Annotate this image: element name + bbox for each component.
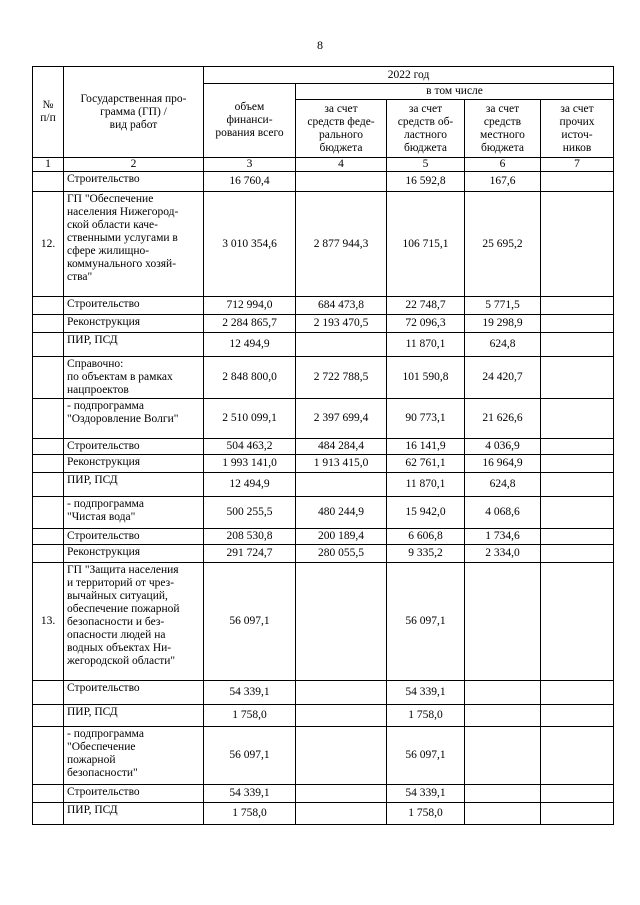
local-amount-cell [465, 192, 541, 297]
regional-amount-cell-text: 1 758,0 [408, 709, 443, 721]
work-type-cell [64, 455, 204, 473]
work-type-cell-text: Строительство [67, 440, 140, 452]
total-amount-cell [204, 357, 296, 399]
other-amount-cell [541, 315, 614, 333]
table-row [33, 192, 614, 297]
other-amount-cell [541, 681, 614, 705]
total-amount-cell-text: 500 255,5 [226, 506, 273, 518]
row-number-cell [33, 563, 64, 681]
regional-amount-cell-text: 54 339,1 [405, 787, 446, 799]
total-amount-cell [204, 473, 296, 497]
work-type-cell-text: ПИР, ПСД [67, 804, 118, 816]
total-amount-cell [204, 192, 296, 297]
regional-amount-cell [387, 563, 465, 681]
local-amount-cell [465, 497, 541, 529]
work-type-cell [64, 439, 204, 455]
total-amount-cell [204, 497, 296, 529]
total-amount-cell [204, 785, 296, 803]
total-amount-cell-text: 12 494,9 [229, 338, 270, 350]
other-amount-cell [541, 529, 614, 545]
header-year: 2022 год [204, 67, 614, 84]
local-amount-cell-text: 624,8 [489, 338, 516, 350]
federal-amount-cell [296, 315, 387, 333]
regional-amount-cell-text: 1 758,0 [408, 807, 443, 819]
total-amount-cell [204, 545, 296, 563]
federal-amount-cell-text: 2 193 470,5 [313, 317, 369, 329]
table-row [33, 529, 614, 545]
other-amount-cell [541, 563, 614, 681]
local-amount-cell-text: 25 695,2 [482, 237, 523, 250]
regional-amount-cell [387, 333, 465, 357]
local-amount-cell [465, 172, 541, 192]
local-amount-cell [465, 529, 541, 545]
total-amount-cell-text: 16 760,4 [229, 175, 270, 187]
other-amount-cell [541, 439, 614, 455]
table-row [33, 497, 614, 529]
table-row [33, 473, 614, 497]
other-amount-cell [541, 705, 614, 727]
row-number-cell [33, 785, 64, 803]
work-type-cell-text: Строительство [67, 682, 140, 694]
table-row [33, 455, 614, 473]
federal-amount-cell-text: 1 913 415,0 [313, 457, 369, 469]
work-type-cell [64, 681, 204, 705]
federal-amount-cell [296, 563, 387, 681]
local-amount-cell-text: 16 964,9 [482, 457, 523, 469]
work-type-cell [64, 192, 204, 297]
local-amount-cell [465, 399, 541, 439]
table-row [33, 727, 614, 785]
column-number: 7 [541, 158, 614, 172]
total-amount-cell [204, 705, 296, 727]
work-type-cell-text: Строительство [67, 298, 140, 310]
table-row [33, 785, 614, 803]
regional-amount-cell-text: 6 606,8 [408, 530, 443, 542]
table-row [33, 297, 614, 315]
table-row [33, 705, 614, 727]
local-amount-cell [465, 785, 541, 803]
total-amount-cell-text: 12 494,9 [229, 478, 270, 490]
total-amount-cell-text: 1 758,0 [232, 709, 267, 721]
table-row [33, 803, 614, 825]
total-amount-cell-text: 56 097,1 [229, 615, 270, 627]
local-amount-cell-text: 2 334,0 [485, 547, 520, 559]
row-number-cell [33, 681, 64, 705]
work-type-cell [64, 803, 204, 825]
regional-amount-cell [387, 497, 465, 529]
work-type-cell [64, 563, 204, 681]
row-number-cell [33, 297, 64, 315]
header-total: объем финанси- рования всего [204, 84, 296, 158]
regional-amount-cell-text: 11 870,1 [405, 478, 446, 490]
work-type-cell [64, 785, 204, 803]
local-amount-cell-text: 1 734,6 [485, 530, 520, 542]
total-amount-cell-text: 54 339,1 [229, 787, 270, 799]
header-federal: за счет средств феде- рального бюджета [296, 100, 387, 158]
federal-amount-cell [296, 399, 387, 439]
total-amount-cell [204, 315, 296, 333]
regional-amount-cell-text: 62 761,1 [405, 457, 446, 469]
work-type-cell [64, 473, 204, 497]
regional-amount-cell [387, 439, 465, 455]
work-type-cell-text: Строительство [67, 173, 140, 185]
federal-amount-cell-text: 2 722 788,5 [313, 371, 369, 383]
header-regional: за счет средств об- ластного бюджета [387, 100, 465, 158]
regional-amount-cell [387, 803, 465, 825]
column-numbers-row [33, 158, 614, 172]
work-type-cell [64, 357, 204, 399]
total-amount-cell [204, 455, 296, 473]
work-type-cell-text: Справочно: по объектам в рамках нацпроектов [67, 358, 173, 396]
other-amount-cell [541, 455, 614, 473]
total-amount-cell-text: 2 510 099,1 [222, 412, 277, 424]
total-amount-cell [204, 803, 296, 825]
table-row [33, 172, 614, 192]
header-row-number: № п/п [33, 67, 64, 158]
column-number: 4 [296, 158, 387, 172]
other-amount-cell [541, 497, 614, 529]
federal-amount-cell [296, 681, 387, 705]
total-amount-cell-text: 56 097,1 [229, 749, 270, 761]
local-amount-cell-text: 4 068,6 [485, 506, 520, 518]
federal-amount-cell-text: 684 473,8 [318, 299, 364, 311]
table-row [33, 315, 614, 333]
regional-amount-cell-text: 9 335,2 [408, 547, 443, 559]
regional-amount-cell [387, 357, 465, 399]
row-number-cell [33, 803, 64, 825]
work-type-cell-text: ГП "Обеспечение населения Нижегород- ской области каче- ственными услугами в сфере жилищно- коммунального хозяй- ства" [67, 193, 179, 283]
row-number-cell [33, 705, 64, 727]
federal-amount-cell [296, 172, 387, 192]
total-amount-cell-text: 1 993 141,0 [222, 457, 277, 469]
total-amount-cell-text: 2 284 865,7 [222, 317, 277, 329]
federal-amount-cell [296, 727, 387, 785]
total-amount-cell [204, 681, 296, 705]
work-type-cell-text: Реконструкция [67, 316, 141, 328]
column-number: 2 [64, 158, 204, 172]
regional-amount-cell [387, 399, 465, 439]
other-amount-cell [541, 172, 614, 192]
work-type-cell [64, 705, 204, 727]
column-number: 1 [33, 158, 64, 172]
federal-amount-cell [296, 439, 387, 455]
regional-amount-cell-text: 56 097,1 [405, 615, 446, 627]
local-amount-cell [465, 803, 541, 825]
total-amount-cell-text: 2 848 800,0 [222, 371, 277, 383]
other-amount-cell [541, 297, 614, 315]
row-number-cell [33, 497, 64, 529]
local-amount-cell-text: 4 036,9 [485, 440, 520, 452]
work-type-cell-text: ПИР, ПСД [67, 706, 118, 718]
local-amount-cell [465, 545, 541, 563]
local-amount-cell [465, 473, 541, 497]
regional-amount-cell [387, 529, 465, 545]
total-amount-cell-text: 1 758,0 [232, 807, 267, 819]
column-number: 5 [387, 158, 465, 172]
regional-amount-cell-text: 22 748,7 [405, 299, 446, 311]
total-amount-cell [204, 172, 296, 192]
column-number: 3 [204, 158, 296, 172]
work-type-cell [64, 333, 204, 357]
row-number-cell-text: 13. [40, 615, 56, 627]
work-type-cell [64, 172, 204, 192]
federal-amount-cell [296, 473, 387, 497]
total-amount-cell-text: 3 010 354,6 [222, 237, 277, 250]
total-amount-cell [204, 529, 296, 545]
local-amount-cell-text: 167,6 [489, 175, 516, 187]
work-type-cell-text: Реконструкция [67, 546, 141, 558]
regional-amount-cell-text: 16 141,9 [405, 440, 446, 452]
federal-amount-cell-text: 2 877 944,3 [313, 237, 369, 250]
federal-amount-cell [296, 192, 387, 297]
federal-amount-cell [296, 333, 387, 357]
other-amount-cell [541, 803, 614, 825]
regional-amount-cell-text: 16 592,8 [405, 175, 446, 187]
header-other: за счет прочих источ- ников [541, 100, 614, 158]
local-amount-cell-text: 21 626,6 [482, 412, 523, 424]
regional-amount-cell-text: 101 590,8 [402, 371, 449, 383]
regional-amount-cell [387, 705, 465, 727]
local-amount-cell-text: 19 298,9 [482, 317, 523, 329]
regional-amount-cell-text: 11 870,1 [405, 338, 446, 350]
work-type-cell-text: Строительство [67, 530, 140, 542]
regional-amount-cell [387, 473, 465, 497]
row-number-cell [33, 315, 64, 333]
regional-amount-cell-text: 54 339,1 [405, 686, 446, 698]
row-number-cell [33, 333, 64, 357]
federal-amount-cell [296, 455, 387, 473]
row-number-cell [33, 529, 64, 545]
table-row [33, 399, 614, 439]
local-amount-cell [465, 455, 541, 473]
row-number-cell [33, 192, 64, 297]
regional-amount-cell [387, 297, 465, 315]
work-type-cell [64, 727, 204, 785]
total-amount-cell [204, 727, 296, 785]
regional-amount-cell [387, 727, 465, 785]
local-amount-cell [465, 297, 541, 315]
table-row [33, 563, 614, 681]
page-number: 8 [317, 38, 323, 52]
federal-amount-cell-text: 2 397 699,4 [313, 412, 369, 424]
table-body [33, 172, 614, 825]
work-type-cell-text: ПИР, ПСД [67, 334, 118, 346]
federal-amount-cell [296, 785, 387, 803]
work-type-cell-text: Реконструкция [67, 456, 141, 468]
work-type-cell-text: ПИР, ПСД [67, 474, 118, 486]
regional-amount-cell-text: 15 942,0 [405, 506, 446, 518]
work-type-cell-text: Строительство [67, 786, 140, 798]
work-type-cell [64, 529, 204, 545]
work-type-cell-text: - подпрограмма "Обеспечение пожарной безопасности" [67, 728, 144, 779]
local-amount-cell [465, 681, 541, 705]
other-amount-cell [541, 399, 614, 439]
header-local: за счет средств местного бюджета [465, 100, 541, 158]
work-type-cell-text: - подпрограмма "Оздоровление Волги" [67, 400, 179, 425]
regional-amount-cell [387, 315, 465, 333]
local-amount-cell-text: 24 420,7 [482, 371, 523, 383]
local-amount-cell [465, 563, 541, 681]
federal-amount-cell [296, 497, 387, 529]
total-amount-cell-text: 504 463,2 [226, 440, 273, 452]
other-amount-cell [541, 357, 614, 399]
other-amount-cell [541, 785, 614, 803]
total-amount-cell [204, 333, 296, 357]
federal-amount-cell [296, 529, 387, 545]
table-row [33, 333, 614, 357]
federal-amount-cell [296, 545, 387, 563]
total-amount-cell-text: 291 724,7 [226, 547, 273, 559]
table-row [33, 681, 614, 705]
other-amount-cell [541, 473, 614, 497]
regional-amount-cell [387, 681, 465, 705]
other-amount-cell [541, 333, 614, 357]
regional-amount-cell [387, 172, 465, 192]
budget-table [32, 66, 614, 825]
local-amount-cell-text: 5 771,5 [485, 299, 520, 311]
local-amount-cell-text: 624,8 [489, 478, 516, 490]
row-number-cell [33, 357, 64, 399]
work-type-cell [64, 399, 204, 439]
regional-amount-cell [387, 545, 465, 563]
regional-amount-cell [387, 455, 465, 473]
table-header [33, 67, 614, 172]
table-row [33, 357, 614, 399]
federal-amount-cell-text: 280 055,5 [318, 547, 364, 559]
regional-amount-cell-text: 56 097,1 [405, 749, 446, 761]
header-program: Государственная про- грамма (ГП) / вид работ [64, 67, 204, 158]
work-type-cell [64, 297, 204, 315]
row-number-cell [33, 473, 64, 497]
row-number-cell [33, 545, 64, 563]
row-number-cell [33, 399, 64, 439]
total-amount-cell [204, 439, 296, 455]
row-number-cell [33, 439, 64, 455]
work-type-cell-text: - подпрограмма "Чистая вода" [67, 498, 144, 523]
other-amount-cell [541, 545, 614, 563]
work-type-cell-text: ГП "Защита населения и территорий от чрез- вычайных ситуаций, обеспечение пожарной безопасности и без- опасности людей на водных объектах Ни- жегородской области" [67, 564, 180, 667]
other-amount-cell [541, 192, 614, 297]
regional-amount-cell-text: 106 715,1 [402, 237, 449, 250]
total-amount-cell-text: 208 530,8 [226, 530, 273, 542]
federal-amount-cell [296, 297, 387, 315]
row-number-cell-text: 12. [40, 237, 56, 250]
work-type-cell [64, 315, 204, 333]
row-number-cell [33, 727, 64, 785]
regional-amount-cell [387, 192, 465, 297]
total-amount-cell [204, 563, 296, 681]
federal-amount-cell [296, 705, 387, 727]
row-number-cell [33, 172, 64, 192]
table-row [33, 439, 614, 455]
local-amount-cell [465, 333, 541, 357]
total-amount-cell-text: 712 994,0 [226, 299, 273, 311]
row-number-cell [33, 455, 64, 473]
regional-amount-cell-text: 72 096,3 [405, 317, 446, 329]
local-amount-cell [465, 727, 541, 785]
work-type-cell [64, 545, 204, 563]
work-type-cell [64, 497, 204, 529]
local-amount-cell [465, 705, 541, 727]
table-row [33, 545, 614, 563]
federal-amount-cell [296, 357, 387, 399]
header-including: в том числе [296, 84, 614, 100]
total-amount-cell [204, 297, 296, 315]
local-amount-cell [465, 315, 541, 333]
federal-amount-cell-text: 484 284,4 [318, 440, 364, 452]
local-amount-cell [465, 357, 541, 399]
total-amount-cell-text: 54 339,1 [229, 686, 270, 698]
federal-amount-cell-text: 480 244,9 [318, 506, 364, 518]
federal-amount-cell-text: 200 189,4 [318, 530, 364, 542]
regional-amount-cell-text: 90 773,1 [405, 412, 446, 424]
federal-amount-cell [296, 803, 387, 825]
total-amount-cell [204, 399, 296, 439]
other-amount-cell [541, 727, 614, 785]
regional-amount-cell [387, 785, 465, 803]
column-number: 6 [465, 158, 541, 172]
local-amount-cell [465, 439, 541, 455]
